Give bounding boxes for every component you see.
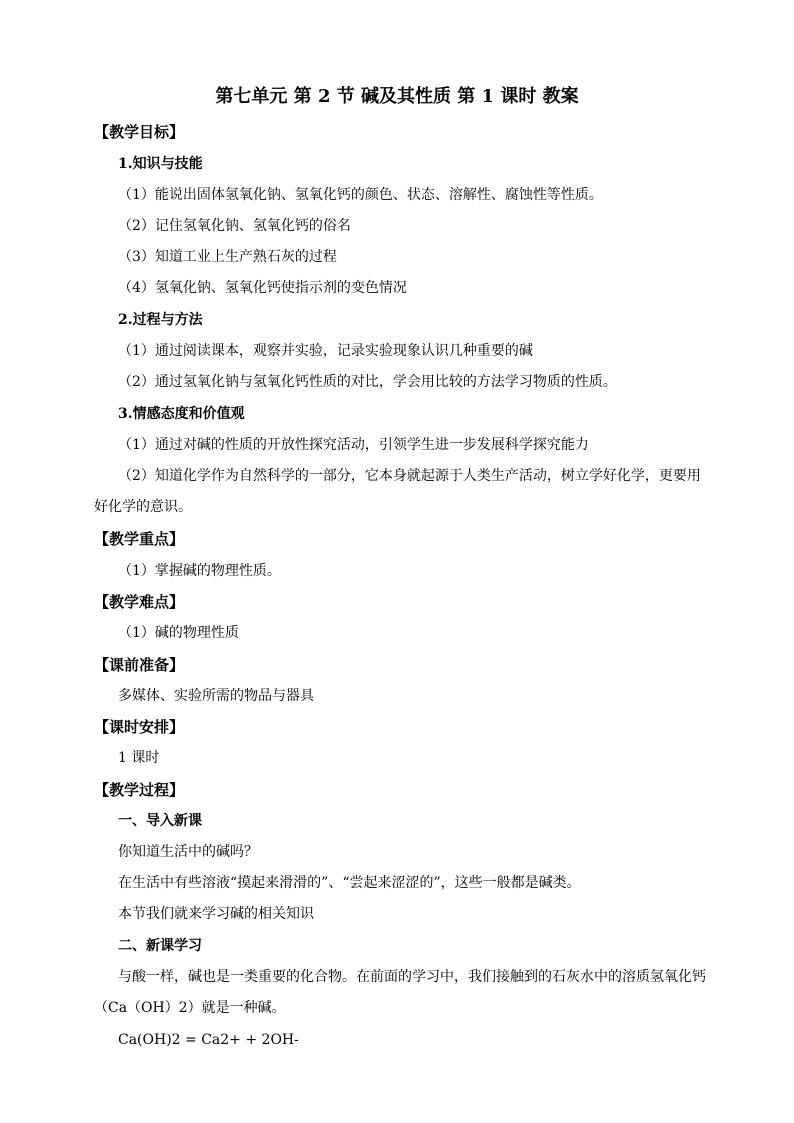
- chemical-equation: Ca(OH)2 = Ca2+ + 2OH-: [118, 1032, 299, 1048]
- paragraph: （2）知道化学作为自然科学的一部分，它本身就起源于人类生产活动，树立学好化学，更要用: [118, 468, 701, 484]
- page-title: 第七单元 第 2 节 碱及其性质 第 1 课时 教案: [215, 86, 579, 107]
- paragraph: （1）通过阅读课本，观察并实验，记录实验现象认识几种重要的碱: [118, 343, 533, 359]
- paragraph-continuation: （Ca（OH）2）就是一种碱。: [94, 1000, 286, 1016]
- section-heading-preparation: 【课前准备】: [94, 656, 185, 674]
- subheading-process: 2.过程与方法: [118, 312, 203, 328]
- section-heading-process: 【教学过程】: [94, 781, 185, 799]
- paragraph: 多媒体、实验所需的物品与器具: [118, 688, 314, 704]
- section-heading-schedule: 【课时安排】: [94, 718, 185, 736]
- paragraph: （2）记住氢氧化钠、氢氧化钙的俗名: [118, 218, 351, 234]
- paragraph: （3）知道工业上生产熟石灰的过程: [118, 249, 337, 265]
- paragraph: 本节我们就来学习碱的相关知识: [118, 906, 314, 922]
- paragraph: （1）碱的物理性质: [118, 625, 239, 641]
- paragraph: 在生活中有些溶液“摸起来滑滑的”、“尝起来涩涩的”，这些一般都是碱类。: [118, 875, 581, 891]
- paragraph-continuation: 好化学的意识。: [94, 499, 192, 515]
- subheading-knowledge: 1.知识与技能: [118, 156, 203, 172]
- paragraph: 1 课时: [118, 750, 160, 766]
- subheading-attitude: 3.情感态度和价值观: [118, 406, 245, 422]
- paragraph: （4）氢氧化钠、氢氧化钙使指示剂的变色情况: [118, 280, 407, 296]
- subheading-new-lesson: 二、新课学习: [118, 938, 202, 954]
- section-heading-difficulties: 【教学难点】: [94, 593, 185, 611]
- paragraph: （1）掌握碱的物理性质。: [118, 563, 281, 579]
- paragraph: 与酸一样，碱也是一类重要的化合物。在前面的学习中，我们接触到的石灰水中的溶质氢氧化钙: [118, 969, 706, 985]
- paragraph: 你知道生活中的碱吗？: [118, 844, 258, 860]
- section-heading-objectives: 【教学目标】: [94, 123, 185, 141]
- section-heading-key-points: 【教学重点】: [94, 530, 185, 548]
- paragraph: （1）通过对碱的性质的开放性探究活动，引领学生进一步发展科学探究能力: [118, 437, 589, 453]
- paragraph: （2）通过氢氧化钠与氢氧化钙性质的对比，学会用比较的方法学习物质的性质。: [118, 374, 617, 390]
- paragraph: （1）能说出固体氢氧化钠、氢氧化钙的颜色、状态、溶解性、腐蚀性等性质。: [118, 187, 603, 203]
- subheading-intro: 一、导入新课: [118, 813, 202, 829]
